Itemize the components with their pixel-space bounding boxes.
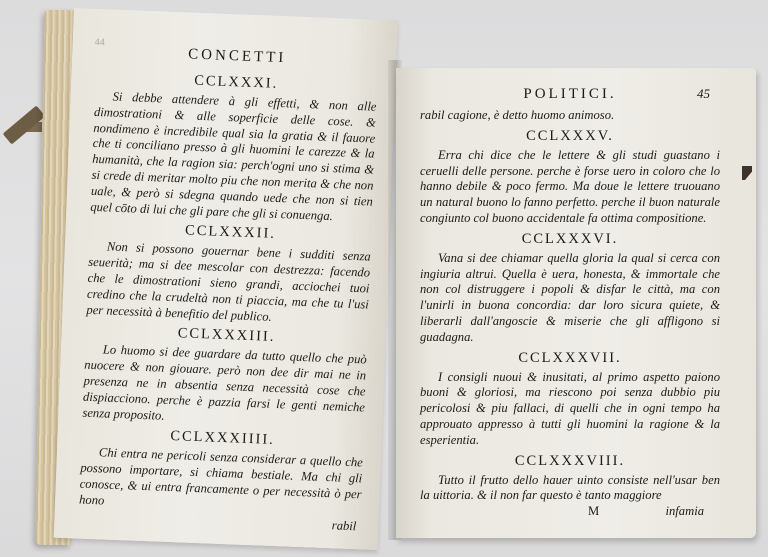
section-numeral: CCLXXXV. [526,127,614,144]
faint-folio: 44 [94,36,105,49]
section-numeral: CCLXXXI. [193,72,279,92]
section-text: I consigli nuoui & inusitati, al primo aspetto paiono buoni & gloriosi, ma riescono poi senza dubbio piu pericolosi & piu fallaci, di quelli che in ogni tempo ha approuato appresso à tutti gli huomini la ragione & la esperientia. [420,369,720,447]
section-text: Chi entra ne pericoli senza considerar a quello che possono importare, si chiama bestiale. Ma chi gli conosce, & ui entra francamente o per necessità ò per hono [78,445,364,508]
right-page-text [420,86,720,520]
section-numeral: CCLXXXIII. [177,325,276,346]
section-text: Lo huomo si dee guardare da tutto quello che può nuocere & non giouare. però non dee dir mai ne in presenza ne in absentia senza necessità cose che dispiacciono. perche è pazzia farsi le genti nemiche senza proposito. [82,342,367,423]
signature-row [420,504,720,520]
left-page [54,8,398,550]
section-numeral: CCLXXXVII. [518,349,622,366]
continuation-text: rabil cagione, è detto huomo animoso. [420,108,615,122]
signature-mark: M [588,504,600,519]
section-numeral: CCLXXXVI. [521,230,619,247]
right-page [396,68,756,538]
section-numeral: CCLXXXVIII. [514,452,626,469]
section-numeral: CCLXXXII. [184,222,277,243]
section-text: Erra chi dice che le lettere & gli studi guastano i ceruelli delle persone. perche è forse uero in coloro che lo hanno debile & poco fermo. Ma doue le lettere truouano un natural buono lo fanno perfetto. perche il buon naturale congiunto col buono accidentale fa ottima compositione. [420,147,720,225]
running-head-right: POLITICI. [523,86,617,102]
section-text: Non si possono gouernar bene i sudditi senza seuerità; ma si dee mescolar con destrezza: facendo che le dimostrationi sieno grandi, acciochei tuoi credino che la crudeltà non ti piaccia, ma che tu l'usi per necessità à benefitio del publico. [86,239,371,324]
catchword-right: infamia [665,504,704,519]
section-text: Tutto il frutto dello hauer uinto consiste nell'usar ben la uittoria. & il non far questo è tanto maggiore [420,472,720,503]
folio-number: 45 [697,86,710,101]
section-text: Si debbe attendere à gli effetti, & non alle dimostrationi & alle soperficie delle cose. & nondimeno è incredibile qual sia la gratia & il fauore che ti conciliano presso à gli huomini le carezze & la humanità, che la ragion sia: perch'ogni uno si stima & si crede di meritar molto piu che non merita & che non uale, & però si sdegna quando uede che non si tien quel cōto di lui che gli pare che gli si conuenga. [90,89,377,223]
section-numeral: CCLXXXIIII. [170,428,276,449]
catchword-left: rabil [331,517,357,533]
left-page-text [78,36,378,534]
section-text: Vana si dee chiamar quella gloria la qual si cerca con ingiuria altrui. Quella è uera, honesta, & immortale che non col distruggere i popoli & disfar le città, ma con l'unirli in buona concordia: dar loro sicura quiete, & liberarli dall'angoscie & miserie che gli affligono si guadagna. [420,250,720,344]
running-head-left: CONCETTI [187,46,287,67]
